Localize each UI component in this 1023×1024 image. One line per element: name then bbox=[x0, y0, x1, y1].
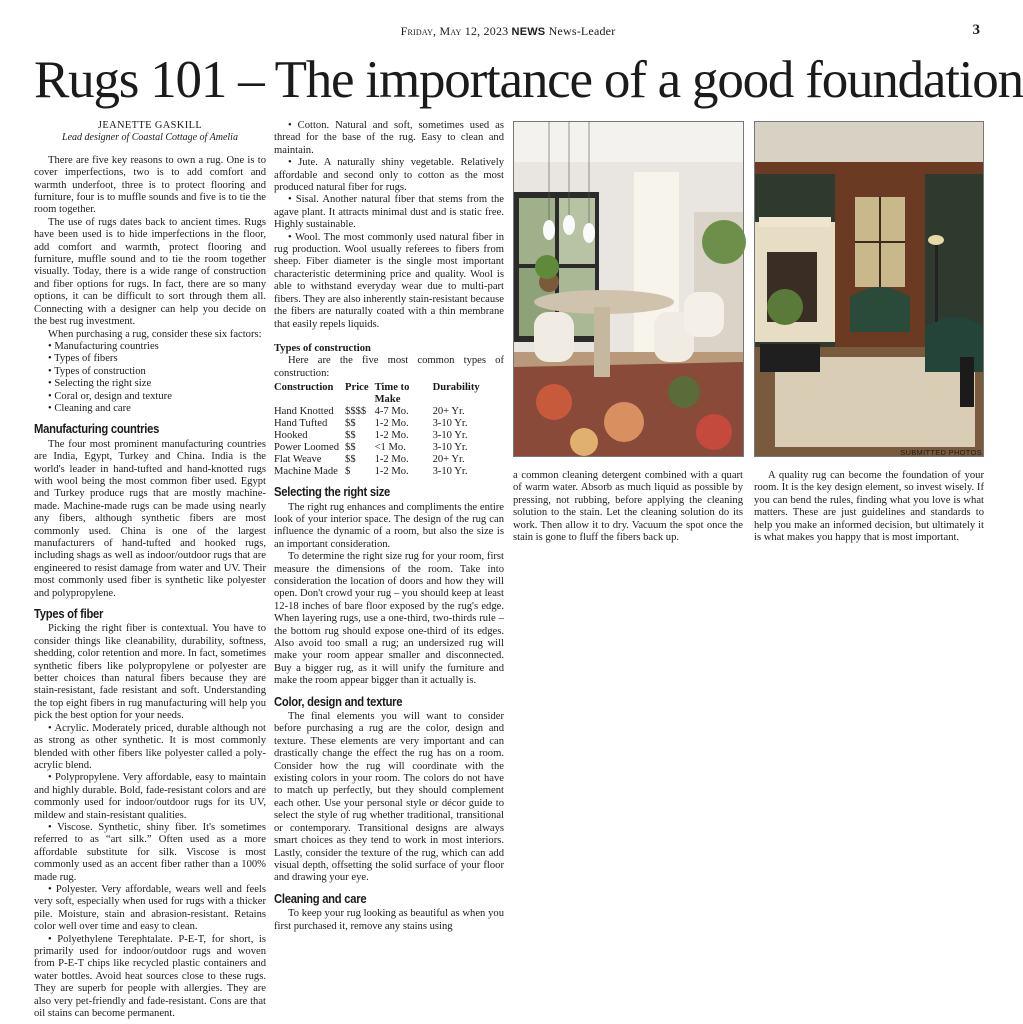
section-heading: Color, design and texture bbox=[274, 694, 403, 709]
table-header: Price bbox=[345, 382, 369, 394]
byline-author: JEANETTE GASKILL bbox=[97, 120, 203, 131]
body-paragraph: To determine the right size rug for your room, first measure the dimensions of the room. Take into consideration the location of doors and how they will open. Don't crowd your rug – you should keep at least 12-18 inches of bare floor exposed by the rug's edge. When layering rugs, use a one-third, two-thirds rule – the bottom rug should expose one-third of its edges. Also avoid too small a rug; an undersized rug will make your room appear smaller and disconnected. Buy a bigger rug, as it will unify the furniture and make the room appear bigger than it actually is. bbox=[274, 551, 504, 687]
body-paragraph: • Polyethylene Terephtalate. P-E-T, for short, is primarily used for indoor/outdoor rugs and woven from P-E-T chips like recycled plastic containers and water bottles. Avoid heat sources close to these rugs. They are superb for people with allergies. They are also very pet-friendly and fade-resistant. Cons are that oil stains can become permanent. bbox=[34, 933, 266, 1020]
body-paragraph: Picking the right fiber is contextual. You have to consider things like cleanability, durability, softness, shedding, color retention and more. In fact, sometimes synthetic fibers like polypropylene or polyester are better choices than natural fibers because they are stain-resistant, fade resistant and soft. Understanding the top eight fibers in rug manufacturing will help you pick the best option for your needs. bbox=[34, 623, 266, 722]
section-heading: Selecting the right size bbox=[274, 485, 391, 500]
closing-paragraph: A quality rug can become the foundation of your room. It is the key design element, so invest wisely. If you can bend the rules, finding what you love is what matters. These are just guidelines and standards to help you make an informed decision, but ultimately it is what makes you happy that is most important. bbox=[754, 470, 984, 544]
table-cell: $$ bbox=[345, 430, 356, 442]
list-item: • Types of fibers bbox=[48, 353, 266, 365]
dining-room-illustration bbox=[514, 122, 743, 456]
body-paragraph: • Wool. The most commonly used natural fiber in rug production. Wool usually referees to fibers from sheep. Fiber diameter is the single most important characteristic determining price and quality. Wool is able to withstand everyday wear due to multi-part fibers. They are also inherently stain-resistant because the fibers are naturally coated with a thin membrane that easily repels liquids. bbox=[274, 231, 504, 330]
list-item: • Cleaning and care bbox=[48, 403, 266, 415]
table-cell: 20+ Yr. bbox=[432, 454, 465, 466]
table-cell: Hand Tufted bbox=[274, 418, 328, 430]
table-row bbox=[274, 418, 486, 430]
construction-table bbox=[274, 382, 486, 478]
body-paragraph: To keep your rug looking as beautiful as when you first purchased it, remove any stains using bbox=[274, 908, 504, 932]
body-paragraph: • Polypropylene. Very affordable, easy to maintain and highly durable. Bold, fade-resistant colors and are commonly used for indoor/outdoor rugs for its UV, mildew and stain-resistant qualities. bbox=[34, 772, 266, 821]
table-row bbox=[274, 430, 486, 442]
table-cell: Power Loomed bbox=[274, 442, 340, 454]
table-cell: 3-10 Yr. bbox=[432, 466, 468, 478]
list-item: • Types of construction bbox=[48, 366, 266, 378]
section-heading: Types of fiber bbox=[34, 607, 104, 622]
page-number: 3 bbox=[972, 22, 980, 38]
section-heading: Manufacturing countries bbox=[34, 422, 160, 437]
masthead-line bbox=[0, 24, 1016, 39]
table-cell: 1-2 Mo. bbox=[374, 454, 409, 466]
table-cell: 20+ Yr. bbox=[432, 406, 465, 418]
paper-logo: NEWS bbox=[511, 26, 546, 38]
table-cell: 1-2 Mo. bbox=[374, 466, 409, 478]
construction-heading: Types of construction bbox=[274, 342, 371, 354]
table-cell: 3-10 Yr. bbox=[432, 442, 468, 454]
body-paragraph: • Cotton. Natural and soft, sometimes used as thread for the base of the rug. Easy to clean and maintain. bbox=[274, 120, 504, 156]
table-cell: 4-7 Mo. bbox=[374, 406, 409, 418]
table-row bbox=[274, 466, 486, 478]
column-1 bbox=[34, 120, 266, 1020]
living-room-photo bbox=[754, 121, 984, 457]
body-paragraph: • Viscose. Synthetic, shiny fiber. It's sometimes referred to as “art silk.” Often used as a more affordable substitute for silk. Viscose is most commonly used as an accent fiber rather than a 100% made rug. bbox=[34, 821, 266, 883]
body-paragraph: The right rug enhances and compliments the entire look of your interior space. The design of the rug can influence the dynamic of a room, but also the size is an important consideration. bbox=[274, 501, 504, 550]
body-paragraph: a common cleaning detergent combined with a quart of warm water. Absorb as much liquid as possible by pressing, not rubbing, before applying the cleaning solution to the stain. Let the cleaning solution do its work. Then allow it to dry. Vacuum the spot once the stain is gone to fluff the fibers back up. bbox=[513, 470, 743, 544]
photo-credit: SUBMITTED PHOTOS bbox=[900, 448, 982, 457]
table-cell: 1-2 Mo. bbox=[374, 430, 409, 442]
intro-paragraph: There are five key reasons to own a rug. One is to cover imperfections, two is to add comfort and warmth underfoot, three is to protect flooring and furniture, four is to muffle sounds and five is to tie the room together. bbox=[34, 154, 266, 216]
table-row bbox=[274, 406, 486, 418]
intro-paragraph: When purchasing a rug, consider these six factors: bbox=[48, 328, 262, 340]
table-cell: Hand Knotted bbox=[274, 406, 334, 418]
column-3 bbox=[513, 470, 743, 544]
column-2 bbox=[274, 120, 504, 933]
table-row bbox=[274, 454, 486, 466]
list-item: • Manufacturing countries bbox=[48, 341, 266, 353]
table-cell: $$ bbox=[345, 442, 356, 454]
table-cell: 3-10 Yr. bbox=[432, 430, 468, 442]
table-cell: 3-10 Yr. bbox=[432, 418, 468, 430]
paper-name: News-Leader bbox=[548, 24, 616, 38]
list-item: • Coral or, design and texture bbox=[48, 391, 266, 403]
factors-list bbox=[48, 341, 266, 415]
table-cell: $$ bbox=[345, 454, 356, 466]
byline-role: Lead designer of Coastal Cottage of Amelia bbox=[62, 132, 238, 144]
table-cell: $ bbox=[345, 466, 351, 478]
table-header: Time to Make bbox=[374, 382, 410, 406]
body-paragraph: • Jute. A naturally shiny vegetable. Relatively affordable and second only to cotton as the most produced natural fiber for rugs. bbox=[274, 157, 504, 194]
dining-room-photo bbox=[513, 121, 744, 457]
table-cell: Hooked bbox=[274, 430, 308, 442]
body-paragraph: • Sisal. Another natural fiber that stems from the agave plant. It attracts minimal dust and is static free. Highly sustainable. bbox=[274, 194, 504, 231]
table-row bbox=[274, 442, 486, 454]
living-room-illustration bbox=[755, 122, 983, 456]
body-paragraph: The final elements you will want to consider before purchasing a rug are the color, design and texture. These elements are very important and can drastically change the effect the rug has on a room. Consider how the rug will coordinate with the existing colors in your room. The colors do not have to match up perfectly, but they should complement each other. Use your personal style or décor guide to select the style of rug whether traditional, transitional or contemporary. Transitional designs are always smart choices as they tend to work in most interiors. Lastly, consider the texture of the rug, which can add visual depth, offsetting the solid surface of your floor and drawing your eye. bbox=[274, 711, 504, 884]
table-cell: <1 Mo. bbox=[374, 442, 406, 454]
table-header: Durability bbox=[432, 382, 480, 394]
list-item: • Selecting the right size bbox=[48, 378, 266, 390]
table-cell: $$ bbox=[345, 418, 356, 430]
body-paragraph: The four most prominent manufacturing countries are India, Egypt, Turkey and China. India is the world's leader in hand-tufted and hand-knotted rugs with wool being the most common fiber used. Egypt and Turkey produce rugs that are mostly machine-made. Machine-made rugs can be made using nearly any fibers, although synthetic fibers are most commonly used. China is one of the largest manufacturers of hand-tufted and hooked rugs, including shags as well as indoor/outdoor rugs that are engineered to resist damage from water and UV. Their most commonly used fiber is synthetic like polyester and polypropylene. bbox=[34, 438, 266, 599]
issue-date: Friday, May 12, 2023 bbox=[400, 24, 509, 38]
body-paragraph: Here are the five most common types of construction: bbox=[274, 355, 504, 379]
table-cell: Flat Weave bbox=[274, 454, 322, 466]
body-paragraph: • Polyester. Very affordable, wears well and feels very soft, especially when used for rugs with a thicker pile. Moisture, stain and abrasion-resistant. Retains color well over time and easy to clean. bbox=[34, 883, 266, 933]
table-cell: $$$$ bbox=[345, 406, 367, 418]
table-header: Construction bbox=[274, 382, 334, 394]
column-4 bbox=[754, 470, 984, 544]
table-cell: 1-2 Mo. bbox=[374, 418, 409, 430]
intro-paragraph: The use of rugs dates back to ancient times. Rugs have been used is to hide imperfections in the floor, add comfort and warmth, protect flooring and furniture, muffle sound and to tie the room together visually. Today, there is a wide range of construction and fiber options for rugs. In fact, there are so many options, it can be difficult to sort through them all. Connecting with a designer can help you decide on the best rug investment. bbox=[34, 216, 266, 328]
section-heading: Cleaning and care bbox=[274, 891, 367, 906]
headline: Rugs 101 – The importance of a good foundation bbox=[34, 51, 1023, 109]
body-paragraph: • Acrylic. Moderately priced, durable although not as strong as other synthetic. It is most commonly blended with other fibers like polyester called a poly-acrylic blend. bbox=[34, 722, 266, 771]
table-cell: Machine Made bbox=[274, 466, 338, 478]
